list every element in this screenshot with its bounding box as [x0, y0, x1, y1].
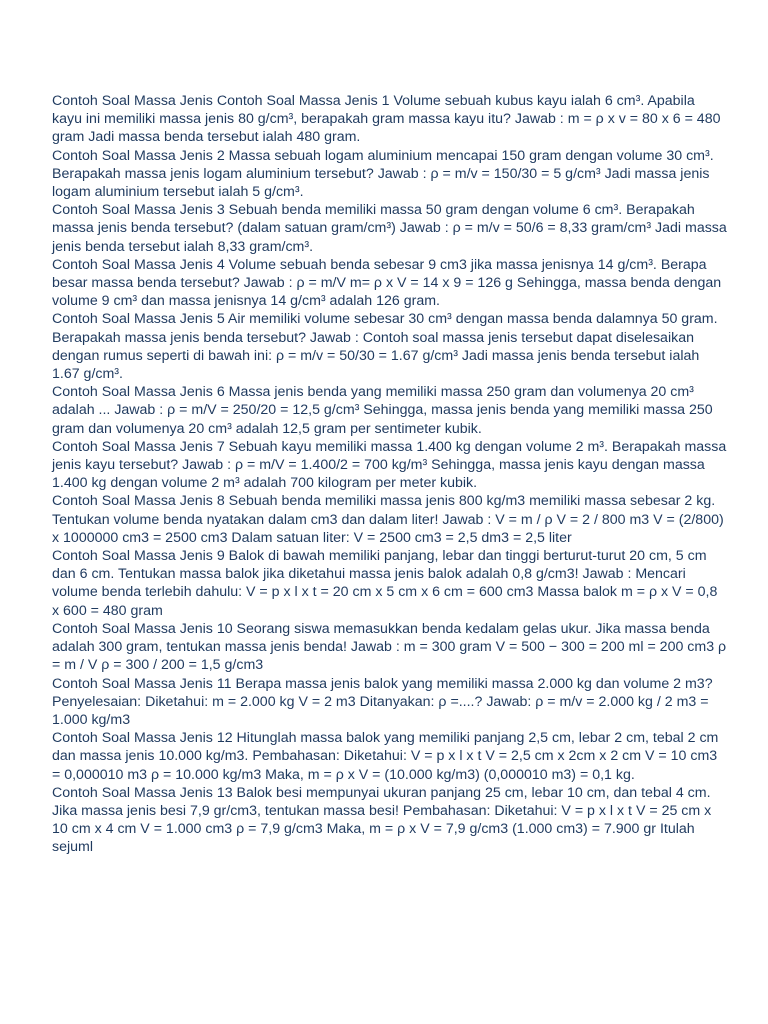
- paragraph-1: Contoh Soal Massa Jenis Contoh Soal Massa Jenis 1 Volume sebuah kubus kayu ialah 6 cm³. Apabila kayu ini memiliki massa jenis 80 g/cm³, berapakah gram massa kayu itu? Jawab : m = ρ x v = 80 x 6 = 480 gram Jadi massa benda tersebut ialah 480 gram.: [52, 93, 721, 146]
- paragraph-11: Contoh Soal Massa Jenis 11 Berapa massa jenis balok yang memiliki massa 2.000 kg dan volume 2 m3? Penyelesaian: Diketahui: m = 2.000 kg V = 2 m3 Ditanyakan: ρ =....? Jawab: ρ = m/v = 2.000 kg / 2 m3 = 1.000 kg/m3: [52, 675, 713, 728]
- paragraph-10: Contoh Soal Massa Jenis 10 Seorang siswa memasukkan benda kedalam gelas ukur. Jika massa benda adalah 300 gram, tentukan massa jenis benda! Jawab : m = 300 gram V = 500 − 300 = 200 ml = 200 cm3 ρ = m / V ρ = 300 / 200 = 1,5 g/cm3: [52, 620, 727, 674]
- paragraph-13: Contoh Soal Massa Jenis 13 Balok besi mempunyai ukuran panjang 25 cm, lebar 10 cm, dan tebal 4 cm. Jika massa jenis besi 7,9 gr/cm3, tentukan massa besi! Pembahasan: Diketahui: V = p x l x t V = 25 cm x 10 cm x 4 cm V = 1.000 cm3 ρ = 7,9 g/cm3 Maka, m = ρ x V = 7,9 g/cm3 (1.000 cm3) = 7.900 gr Itulah sejuml: [52, 784, 712, 856]
- paragraph-12: Contoh Soal Massa Jenis 12 Hitunglah massa balok yang memiliki panjang 2,5 cm, lebar 2 cm, tebal 2 cm dan massa jenis 10.000 kg/m3. Pembahasan: Diketahui: V = p x l x t V = 2,5 cm x 2cm x 2 cm V = 10 cm3 = 0,000010 m3 ρ = 10.000 kg/m3 Maka, m = ρ x V = (10.000 kg/m3) (0,000010 m3) = 0,1 kg.: [52, 730, 719, 783]
- paragraph-7: Contoh Soal Massa Jenis 7 Sebuah kayu memiliki massa 1.400 kg dengan volume 2 m³. Berapakah massa jenis kayu tersebut? Jawab : ρ = m/V = 1.400/2 = 700 kg/m³ Sehingga, massa jenis kayu dengan massa 1.400 kg dengan volume 2 m³ adalah 700 kilogram per meter kubik.: [52, 438, 727, 492]
- document-body: [52, 92, 728, 857]
- paragraph-6: Contoh Soal Massa Jenis 6 Massa jenis benda yang memiliki massa 250 gram dan volumenya 20 cm³ adalah ... Jawab : ρ = m/V = 250/20 = 12,5 g/cm³ Sehingga, massa jenis benda yang memiliki massa 250 gram dan volumenya 20 cm³ adalah 12,5 gram per sentimeter kubik.: [52, 384, 713, 437]
- paragraph-4: Contoh Soal Massa Jenis 4 Volume sebuah benda sebesar 9 cm3 jika massa jenisnya 14 g/cm³. Berapa besar massa benda tersebut? Jawab : ρ = m/V m= ρ x V = 14 x 9 = 126 g Sehingga, massa benda dengan volume 9 cm³ dan massa jenisnya 14 g/cm³ adalah 126 gram.: [52, 256, 722, 310]
- paragraph-9: Contoh Soal Massa Jenis 9 Balok di bawah memiliki panjang, lebar dan tinggi berturut-turut 20 cm, 5 cm dan 6 cm. Tentukan massa balok jika diketahui massa jenis balok adalah 0,8 g/cm3! Jawab : Mencari volume benda terlebih dahulu: V = p x l x t = 20 cm x 5 cm x 6 cm = 600 cm3 Massa balok m = ρ x V = 0,8 x 600 = 480 gram: [52, 548, 718, 619]
- paragraph-5: Contoh Soal Massa Jenis 5 Air memiliki volume sebesar 30 cm³ dengan massa benda dalamnya 50 gram. Berapakah massa jenis benda tersebut? Jawab : Contoh soal massa jenis tersebut dapat diselesaikan dengan rumus seperti di bawah ini: ρ = m/v = 50/30 = 1.67 g/cm³ Jadi massa jenis benda tersebut ialah 1.67 g/cm³.: [52, 311, 718, 383]
- paragraph-2: Contoh Soal Massa Jenis 2 Massa sebuah logam aluminium mencapai 150 gram dengan volume 30 cm³. Berapakah massa jenis logam aluminium tersebut? Jawab : ρ = m/v = 150/30 = 5 g/cm³ Jadi massa jenis logam aluminium tersebut ialah 5 g/cm³.: [52, 147, 714, 201]
- paragraph-8: Contoh Soal Massa Jenis 8 Sebuah benda memiliki massa jenis 800 kg/m3 memiliki massa sebesar 2 kg. Tentukan volume benda nyatakan dalam cm3 dan dalam liter! Jawab : V = m / ρ V = 2 / 800 m3 V = (2/800) x 1000000 cm3 = 2500 cm3 Dalam satuan liter: V = 2500 cm3 = 2,5 dm3 = 2,5 liter: [52, 493, 724, 546]
- paragraph-3: Contoh Soal Massa Jenis 3 Sebuah benda memiliki massa 50 gram dengan volume 6 cm³. Berapakah massa jenis benda tersebut? (dalam satuan gram/cm³) Jawab : ρ = m/v = 50/6 = 8,33 gram/cm³ Jadi massa jenis benda tersebut ialah 8,33 gram/cm³.: [52, 202, 727, 255]
